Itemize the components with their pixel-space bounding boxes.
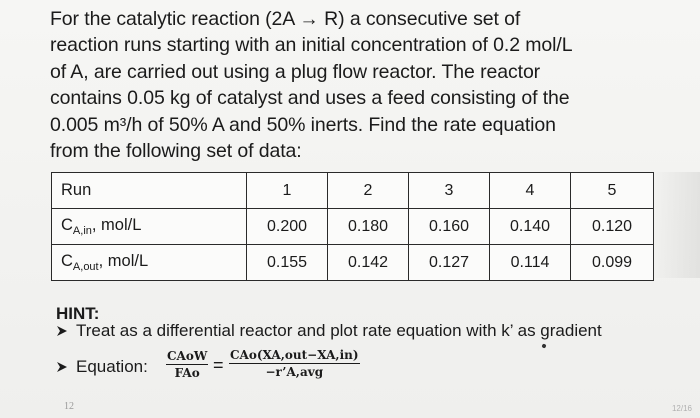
rhs-denominator: −r’A,avg: [265, 365, 324, 379]
cursor-mark: [541, 343, 546, 348]
table-cell: 0.142: [328, 245, 409, 281]
rhs-numerator: CAo(XA,out−XA,in): [230, 348, 359, 362]
hint-title: HINT:: [56, 304, 100, 323]
table-cell: 0.155: [247, 245, 328, 281]
table-cell: 0.127: [409, 245, 490, 281]
hint-bullet-1: [56, 321, 602, 341]
equation-rhs-fraction: [229, 348, 360, 379]
row-header-cout: [52, 245, 247, 281]
table-cell: 0.120: [571, 209, 654, 245]
row-header-cin: [52, 209, 247, 245]
table-row-cout: [52, 245, 654, 281]
problem-line: of A, are carried out using a plug flow reactor. The reactor: [50, 60, 541, 83]
table-cell: 1: [247, 173, 328, 209]
table-cell: 4: [490, 173, 571, 209]
table-cell: 0.114: [490, 245, 571, 281]
hint-bullet-1-text: Treat as a differential reactor and plot rate equation with k’ as gradient: [76, 321, 602, 340]
table-cell: 2: [328, 173, 409, 209]
table-cell: 0.160: [409, 209, 490, 245]
table-cell: 5: [571, 173, 654, 209]
equation-label: Equation:: [76, 357, 148, 376]
equation-lhs-fraction: [166, 349, 208, 380]
table-shadow: [651, 172, 700, 278]
problem-line: contains 0.05 kg of catalyst and uses a feed consisting of the: [50, 87, 570, 110]
table-row-cin: [52, 209, 654, 245]
equals-sign: =: [213, 355, 224, 375]
row-header-run: Run: [52, 173, 247, 209]
table-cell: 0.180: [328, 209, 409, 245]
cout-subscript: A,out: [72, 261, 99, 273]
page-number: 12: [64, 401, 74, 412]
lhs-denominator: FAo: [174, 366, 200, 380]
lhs-numerator: CAoW: [167, 349, 208, 363]
cin-unit: , mol/L: [91, 216, 142, 234]
data-table: [51, 172, 654, 281]
table-cell: 0.200: [247, 209, 328, 245]
problem-line: reaction runs starting with an initial concentration of 0.2 mol/L: [50, 34, 573, 57]
arrow-bullet-icon: [56, 325, 68, 337]
problem-statement: [50, 6, 650, 164]
hint-bullet-2: [56, 357, 148, 377]
problem-line: For the catalytic reaction (2A → R) a consecutive set of: [50, 8, 521, 30]
cout-unit: , mol/L: [98, 252, 149, 270]
table-cell: 0.099: [571, 245, 654, 281]
cin-symbol: C: [61, 216, 73, 234]
cin-subscript: A,in: [72, 225, 92, 237]
problem-line: 0.005 m³/h of 50% A and 50% inerts. Find the rate equation: [50, 113, 556, 136]
cout-symbol: C: [61, 252, 73, 270]
problem-line: from the following set of data:: [50, 140, 302, 163]
table-cell: 0.140: [490, 209, 571, 245]
table-row-run: [52, 173, 654, 209]
table-cell: 3: [409, 173, 490, 209]
arrow-bullet-icon: [56, 361, 68, 373]
corner-label: 12/16: [671, 404, 692, 413]
